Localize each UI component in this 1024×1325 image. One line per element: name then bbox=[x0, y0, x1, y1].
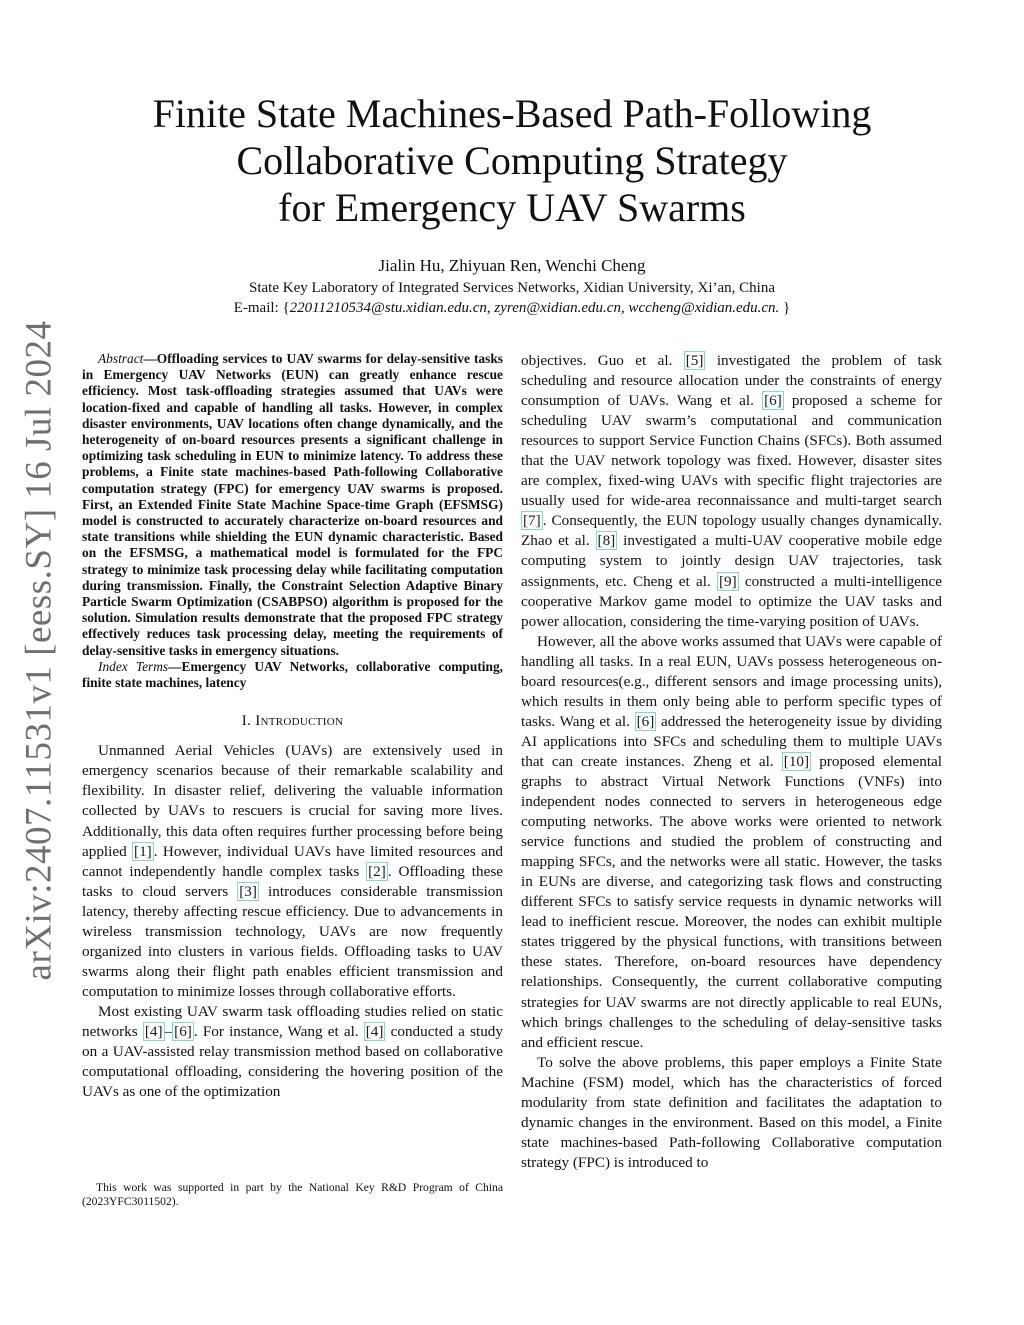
paragraph-text: conducted a study on a UAV-assisted relay transmission method based on collaborative computational offloading, considering the hovering position of the UAVs as one of the optimization bbox=[82, 1022, 503, 1101]
abstract bbox=[82, 351, 503, 659]
paragraph-text: Most existing UAV swarm task offloading studies relied on static networks bbox=[82, 1002, 503, 1040]
index-terms bbox=[82, 659, 503, 691]
citation-link[interactable]: [4] bbox=[365, 1022, 384, 1040]
citation-link[interactable]: [6] bbox=[636, 712, 655, 730]
citation-link[interactable]: [10] bbox=[783, 752, 810, 770]
paragraph-text: investigated the problem of task scheduling and resource allocation under the constraints of energy consumption of UAVs. Wang et al. bbox=[521, 352, 943, 410]
abstract-label: Abstract bbox=[98, 351, 144, 366]
left-column bbox=[82, 351, 503, 1102]
section-title: Introduction bbox=[255, 713, 344, 730]
title-line: Collaborative Computing Strategy bbox=[236, 138, 788, 183]
paragraph-text: constructed a multi-intelligence cooperative Markov game model to optimize the UAV tasks and power allocation, considering the time-varying position of UAVs. bbox=[521, 572, 942, 630]
affiliation: State Key Laboratory of Integrated Services Networks, Xidian University, Xi’an, China bbox=[249, 280, 775, 296]
intro-paragraph-2 bbox=[82, 1002, 503, 1102]
citation-link[interactable]: [3] bbox=[239, 882, 257, 900]
email-addresses: 22011210534@stu.xidian.edu.cn, zyren@xidian.edu.cn, wccheng@xidian.edu.cn. bbox=[289, 300, 780, 316]
paragraph-text: However, all the above works assumed that UAVs were capable of handling all tasks. In a real EUN, UAVs possess heterogeneous on-board resources(e.g., different sensors and image processing units), which results in them only being able to perform specific types of tasks. Wang et al. bbox=[521, 632, 942, 730]
paper-title bbox=[100, 90, 924, 231]
citation-link[interactable]: [5] bbox=[685, 352, 704, 369]
intro-paragraph-4 bbox=[521, 632, 942, 1053]
index-terms-text: —Emergency UAV Networks, collaborative computing, finite state machines, latency bbox=[82, 658, 503, 691]
email-prefix: E-mail: { bbox=[233, 300, 290, 316]
title-line: for Emergency UAV Swarms bbox=[278, 185, 746, 230]
paragraph-text: proposed elemental graphs to abstract Virtual Network Functions (VNFs) into independent nodes connected to servers in heterogeneous edge computing networks. The above works were oriented to network service functions and studied the problem of constructing and mapping SFCs, and the networks were all static. However, the tasks in EUNs are diverse, and categorizing task flows and constructing different SFCs to satisfy service requests in dynamic networks will lead to inefficient rescue. Moreover, the nodes can exhibit multiple states triggered by the physical functions, with transitions between these states. Therefore, on-board resources have dependency relationships. Consequently, the current collaborative computing strategies for UAV swarms are not directly applicable to real EUNs, which brings challenges to the scheduling of delay-sensitive tasks and efficient rescue. bbox=[521, 752, 942, 1051]
paragraph-text: objectives. Guo et al. bbox=[521, 352, 684, 369]
paragraph-text: . However, individual UAVs have limited resources and cannot independently handle complex tasks bbox=[82, 842, 504, 880]
citation-link[interactable]: [4] bbox=[144, 1022, 163, 1040]
intro-paragraph-1 bbox=[82, 741, 503, 1002]
right-column bbox=[521, 351, 942, 1173]
citation-link[interactable]: [1] bbox=[134, 842, 152, 860]
intro-paragraph-5 bbox=[521, 1053, 942, 1173]
abstract-text: —Offloading services to UAV swarms for delay-sensitive tasks in Emergency UAV Networks (EUN) can greatly enhance rescue efficiency. Most task-offloading strategies assumed that UAVs were location-fixed and capable of handling all tasks. However, in complex disaster environments, UAV locations often change dynamically, and the heterogeneity of on-board resources presents a significant challenge in optimizing task scheduling in EUN to minimize latency. To address these problems, a Finite state machines-based Path-following Collaborative computation strategy (FPC) for emergency UAV swarms is proposed. First, an Extended Finite State Machine Space-time Graph (EFSMSG) model is constructed to accurately characterize on-board resources and state transitions while shielding the EUN dynamic characteristic. Based on the EFSMSG, a mathematical model is formulated for the FPC strategy to minimize task processing delay while facilitating computation during transmission. Finally, the Constraint Selection Adaptive Binary Particle Swarm Optimization (CSABPSO) algorithm is proposed for the solution. Simulation results demonstrate that the proposed FPC strategy effectively reduces task processing delay, meeting the requirements of delay-sensitive tasks in emergency situations. bbox=[82, 351, 503, 658]
paragraph-text: To solve the above problems, this paper employs a Finite State Machine (FSM) model, which has the characteristics of forced modularity from state definition and facilitates the adaptation to dynamic changes in the environment. Based on this model, a Finite state machines-based Path-following Collaborative computation strategy (FPC) is introduced to bbox=[521, 1053, 942, 1171]
paragraph-text: addressed the heterogeneity issue by dividing AI applications into SFCs and scheduling them to multiple UAVs that can create instances. Zheng et al. bbox=[521, 712, 942, 770]
citation-range-dash: – bbox=[164, 1022, 173, 1040]
email-line bbox=[100, 300, 924, 317]
citation-link[interactable]: [2] bbox=[368, 862, 386, 880]
paragraph-text: . Consequently, the EUN topology usually changes dynamically. Zhao et al. bbox=[521, 512, 942, 550]
paragraph-text: Unmanned Aerial Vehicles (UAVs) are extensively used in emergency scenarios because of their remarkable scalability and flexibility. In disaster relief, delivering the valuable information collected by UAVs to rescuers is crucial for saving more lives. Additionally, this data often requires further processing before being applied bbox=[82, 742, 503, 860]
intro-paragraph-3 bbox=[521, 351, 942, 632]
paragraph-text: introduces considerable transmission latency, thereby affecting rescue efficiency. Due to advancements in wireless transmission technology, UAVs are now frequently organized into clusters in various fields. Offloading tasks to UAV swarms along their flight path enables efficient transmission and computation to minimize losses through collaborative efforts. bbox=[82, 882, 503, 1000]
arxiv-identifier-text: arXiv:2407.11531v1 [eess.SY] 16 Jul 2024 bbox=[18, 320, 60, 980]
citation-link[interactable]: [8] bbox=[597, 532, 616, 550]
citation-link[interactable]: [6] bbox=[174, 1022, 192, 1040]
arxiv-identifier bbox=[16, 320, 62, 980]
title-line: Finite State Machines-Based Path-Following bbox=[152, 91, 872, 136]
paragraph-text: . Offloading these tasks to cloud servers bbox=[82, 862, 503, 900]
citation-link[interactable]: [9] bbox=[718, 572, 737, 590]
email-suffix: } bbox=[779, 300, 791, 316]
section-number: I. bbox=[241, 713, 252, 730]
author-list: Jialin Hu, Zhiyuan Ren, Wenchi Cheng bbox=[378, 256, 646, 275]
index-terms-label: Index Terms bbox=[98, 658, 169, 674]
paragraph-text: investigated a multi-UAV cooperative mobile edge computing system to jointly design UAV trajectories, task assignments, etc. Cheng et al. bbox=[521, 532, 942, 590]
funding-footnote: This work was supported in part by the National Key R&D Program of China (2023YFC3011502). bbox=[82, 1181, 503, 1208]
citation-link[interactable]: [7] bbox=[523, 512, 541, 530]
paragraph-text: proposed a scheme for scheduling UAV swarm’s computational and communication resources to support Service Function Chains (SFCs). Both assumed that the UAV network topology was fixed. However, disaster sites are complex, fixed-wing UAVs with specific flight trajectories are usually used for wide-area reconnaissance and multi-target search bbox=[521, 392, 943, 510]
section-heading-introduction bbox=[82, 711, 503, 731]
paragraph-text: . For instance, Wang et al. bbox=[193, 1022, 364, 1040]
citation-link[interactable]: [6] bbox=[764, 392, 782, 410]
